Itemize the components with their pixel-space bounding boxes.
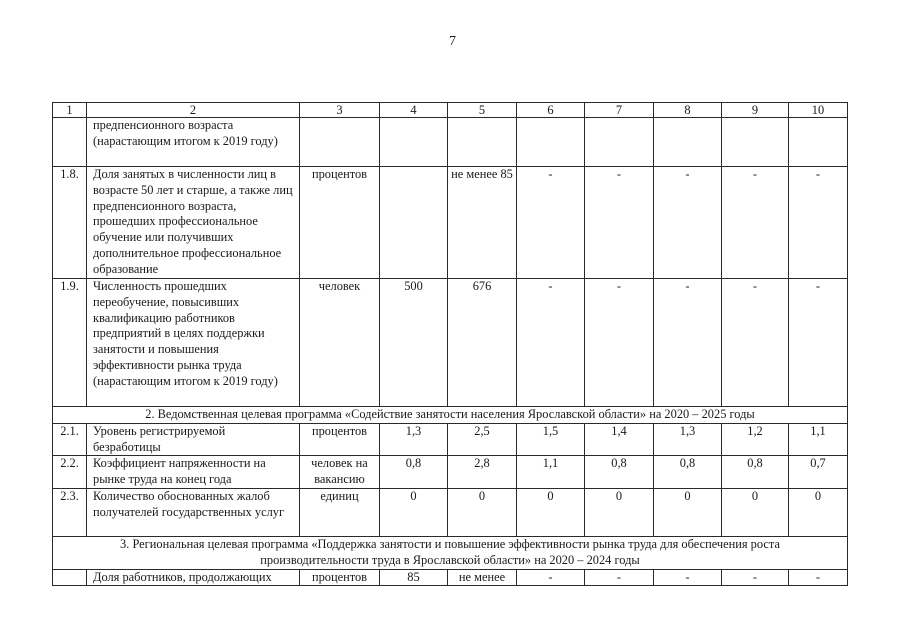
indicator-name: Уровень регистрируемой безработицы [87, 423, 300, 456]
value-cell: 0,8 [654, 456, 722, 489]
value-cell: 0 [448, 488, 517, 536]
value-cell [654, 118, 722, 167]
value-cell: 0 [585, 488, 654, 536]
value-cell: 0 [380, 488, 448, 536]
value-cell [380, 118, 448, 167]
indicator-name: Доля занятых в численности лиц в возрасте 50 лет и старше, а также лиц предпенсионного возраста, прошедших профессиональное обучение или получивших дополнительное профессиональное образование [87, 167, 300, 279]
value-cell: 1,4 [585, 423, 654, 456]
indicator-name: Доля работников, продолжающих [87, 569, 300, 586]
table-row [53, 279, 848, 407]
value-cell: - [654, 279, 722, 407]
value-cell: 0 [789, 488, 848, 536]
value-cell: не менее 85 [448, 167, 517, 279]
row-number: 1.9. [53, 279, 87, 407]
value-cell: - [789, 279, 848, 407]
header-cell: 3 [300, 103, 380, 118]
value-cell: 0 [517, 488, 585, 536]
value-cell: - [722, 167, 789, 279]
unit-cell: единиц [300, 488, 380, 536]
row-number [53, 118, 87, 167]
value-cell [585, 118, 654, 167]
value-cell: 1,1 [789, 423, 848, 456]
value-cell: - [517, 279, 585, 407]
value-cell: 1,2 [722, 423, 789, 456]
value-cell: 0 [722, 488, 789, 536]
row-number [53, 569, 87, 586]
unit-cell [300, 118, 380, 167]
value-cell [380, 167, 448, 279]
header-cell: 4 [380, 103, 448, 118]
unit-cell: процентов [300, 423, 380, 456]
value-cell: - [517, 167, 585, 279]
section-heading-row [53, 536, 848, 569]
value-cell: - [654, 569, 722, 586]
indicator-name: Коэффициент напряженности на рынке труда на конец года [87, 456, 300, 489]
value-cell: 2,5 [448, 423, 517, 456]
indicators-table [52, 102, 848, 586]
value-cell: 0,8 [585, 456, 654, 489]
header-cell: 10 [789, 103, 848, 118]
row-number: 1.8. [53, 167, 87, 279]
value-cell: 0,8 [722, 456, 789, 489]
unit-cell: процентов [300, 569, 380, 586]
row-number: 2.3. [53, 488, 87, 536]
value-cell [517, 118, 585, 167]
value-cell: - [654, 167, 722, 279]
value-cell: 1,3 [654, 423, 722, 456]
value-cell: - [585, 569, 654, 586]
page-number: 7 [449, 34, 456, 49]
header-cell: 7 [585, 103, 654, 118]
value-cell: - [789, 569, 848, 586]
section-heading-row [53, 407, 848, 424]
value-cell: 500 [380, 279, 448, 407]
table-row [53, 423, 848, 456]
value-cell [722, 118, 789, 167]
value-cell: 0 [654, 488, 722, 536]
value-cell: - [585, 167, 654, 279]
value-cell: - [789, 167, 848, 279]
indicator-name: Количество обоснованных жалоб получателей государственных услуг [87, 488, 300, 536]
value-cell: - [585, 279, 654, 407]
header-cell: 5 [448, 103, 517, 118]
table-row [53, 456, 848, 489]
value-cell: 0,8 [380, 456, 448, 489]
row-number: 2.2. [53, 456, 87, 489]
value-cell: не менее [448, 569, 517, 586]
value-cell: 676 [448, 279, 517, 407]
value-cell: 1,3 [380, 423, 448, 456]
value-cell: 1,5 [517, 423, 585, 456]
section-title: 3. Региональная целевая программа «Поддержка занятости и повышение эффективности рынка труда для обеспечения роста производительности труда в Ярославской области» на 2020 – 2024 годы [53, 536, 848, 569]
indicator-name: предпенсионного возраста (нарастающим итогом к 2019 году) [87, 118, 300, 167]
header-cell: 8 [654, 103, 722, 118]
value-cell: 0,7 [789, 456, 848, 489]
indicator-name: Численность прошедших переобучение, повысивших квалификацию работников предприятий в целях поддержки занятости и повышения эффективности рынка труда (нарастающим итогом к 2019 году) [87, 279, 300, 407]
table-header-row [53, 103, 848, 118]
header-cell: 2 [87, 103, 300, 118]
value-cell: - [517, 569, 585, 586]
unit-cell: человек на вакансию [300, 456, 380, 489]
unit-cell: процентов [300, 167, 380, 279]
header-cell: 1 [53, 103, 87, 118]
table-row [53, 569, 848, 586]
value-cell: 1,1 [517, 456, 585, 489]
section-title: 2. Ведомственная целевая программа «Содействие занятости населения Ярославской области» на 2020 – 2025 годы [53, 407, 848, 424]
table-row [53, 167, 848, 279]
table-row [53, 118, 848, 167]
table-row [53, 488, 848, 536]
header-cell: 6 [517, 103, 585, 118]
value-cell [789, 118, 848, 167]
value-cell [448, 118, 517, 167]
header-cell: 9 [722, 103, 789, 118]
row-number: 2.1. [53, 423, 87, 456]
value-cell: 2,8 [448, 456, 517, 489]
value-cell: - [722, 569, 789, 586]
value-cell: 85 [380, 569, 448, 586]
unit-cell: человек [300, 279, 380, 407]
value-cell: - [722, 279, 789, 407]
